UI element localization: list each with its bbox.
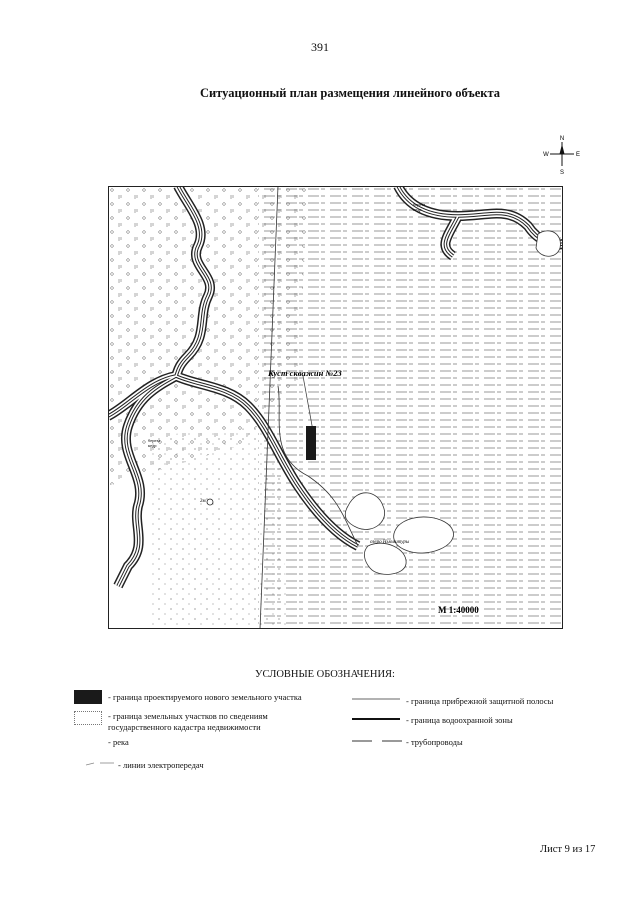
lake-label: озеро Ньюмитуры — [370, 540, 410, 545]
legend-river-text: - река — [108, 737, 129, 747]
vegetation-label-1: береза кедр — [413, 202, 426, 212]
legend-cadastre-text: - граница земельных участков по сведениям государственного кадастра недвижимости — [108, 711, 268, 732]
legend-new-parcel-text: - граница проектируемого нового земельного участка — [108, 692, 302, 702]
sheet-number: Лист 9 из 17 — [540, 844, 596, 855]
compass-e: E — [575, 152, 581, 158]
legend-new-parcel-swatch — [74, 690, 102, 704]
point-label: 2м — [200, 499, 206, 504]
compass-north-arrow-icon — [560, 144, 565, 154]
document-title: Ситуационный план размещения линейного объекта — [199, 86, 501, 100]
vegetation-label-2: береза кедр — [148, 438, 161, 448]
legend-pipelines-swatch — [352, 738, 404, 744]
legend-cadastre-swatch — [74, 711, 102, 725]
scale-label: М 1:40000 — [438, 605, 479, 615]
compass-w: W — [543, 152, 549, 158]
compass-n: N — [559, 136, 565, 142]
legend-water-zone-swatch — [352, 716, 400, 722]
legend-title: УСЛОВНЫЕ ОБОЗНАЧЕНИЯ: — [255, 669, 395, 680]
legend-pipelines-text: - трубопроводы — [406, 737, 463, 747]
legend-power-line-text: - линии электропередач — [118, 760, 204, 770]
well-pad-label: Куст скважин №23 — [268, 368, 342, 378]
legend-power-line-swatch — [84, 760, 118, 768]
page-number: 391 — [311, 40, 329, 54]
legend-water-zone-text: - граница водоохранной зоны — [406, 715, 513, 725]
compass-rose — [543, 132, 581, 176]
compass-s: S — [559, 170, 565, 176]
map-frame — [108, 186, 563, 629]
legend-coastal-strip-text: - граница прибрежной защитной полосы — [406, 696, 554, 706]
legend-coastal-strip-swatch — [352, 696, 400, 702]
